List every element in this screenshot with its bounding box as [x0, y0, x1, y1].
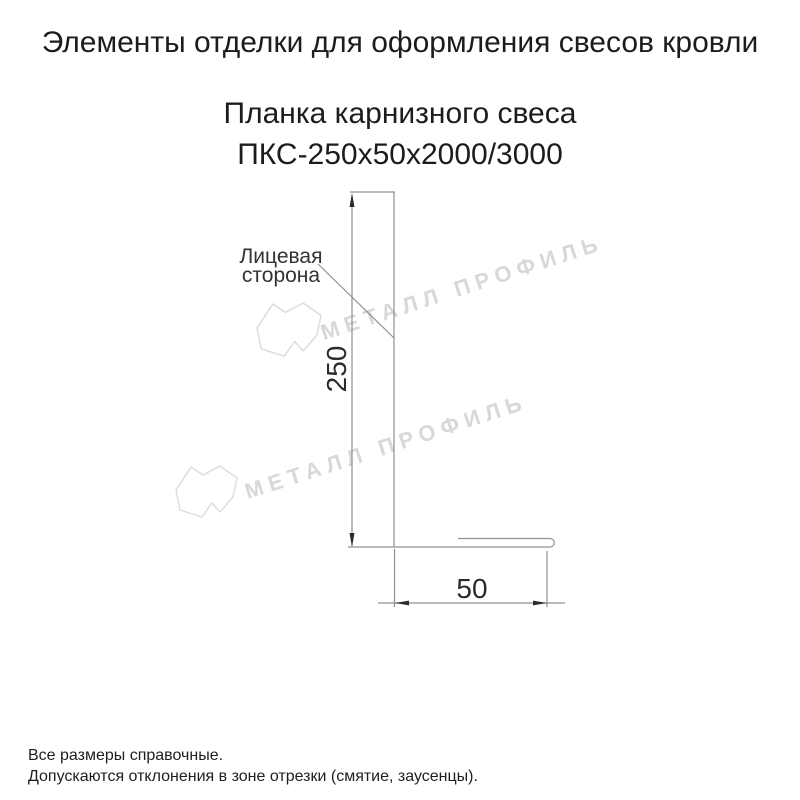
footnotes [28, 745, 478, 787]
footnote-line1: Все размеры справочные. [28, 747, 224, 764]
dimension-label-height-250: 250 [321, 345, 352, 393]
product-name: Планка карнизного свеса [223, 97, 577, 130]
profile-flange-and-hem [348, 539, 554, 548]
arrowhead-50-right [533, 601, 547, 606]
brand-logo-watermark-lower [176, 466, 237, 517]
face-side-label-line2: сторона [241, 264, 321, 287]
dimension-label-width-50: 50 [456, 573, 488, 604]
product-model-code: ПКС-250х50х2000/3000 [237, 138, 563, 171]
arrowhead-50-left [395, 601, 409, 606]
footnote-line2: Допускаются отклонения в зоне отрезки (смятие, заусенцы). [28, 768, 478, 785]
face-side-label-line1: Лицевая [239, 245, 323, 268]
brand-watermark-text-lower: МЕТАЛЛ ПРОФИЛЬ [241, 389, 531, 505]
brand-watermark-text-upper: МЕТАЛЛ ПРОФИЛЬ [317, 230, 607, 346]
arrowhead-250-bottom [350, 533, 355, 547]
brand-logo-watermark-upper [257, 303, 321, 356]
page-title: Элементы отделки для оформления свесов кровли [41, 26, 759, 59]
arrowhead-250-top [350, 193, 355, 207]
face-side-label [221, 247, 341, 285]
